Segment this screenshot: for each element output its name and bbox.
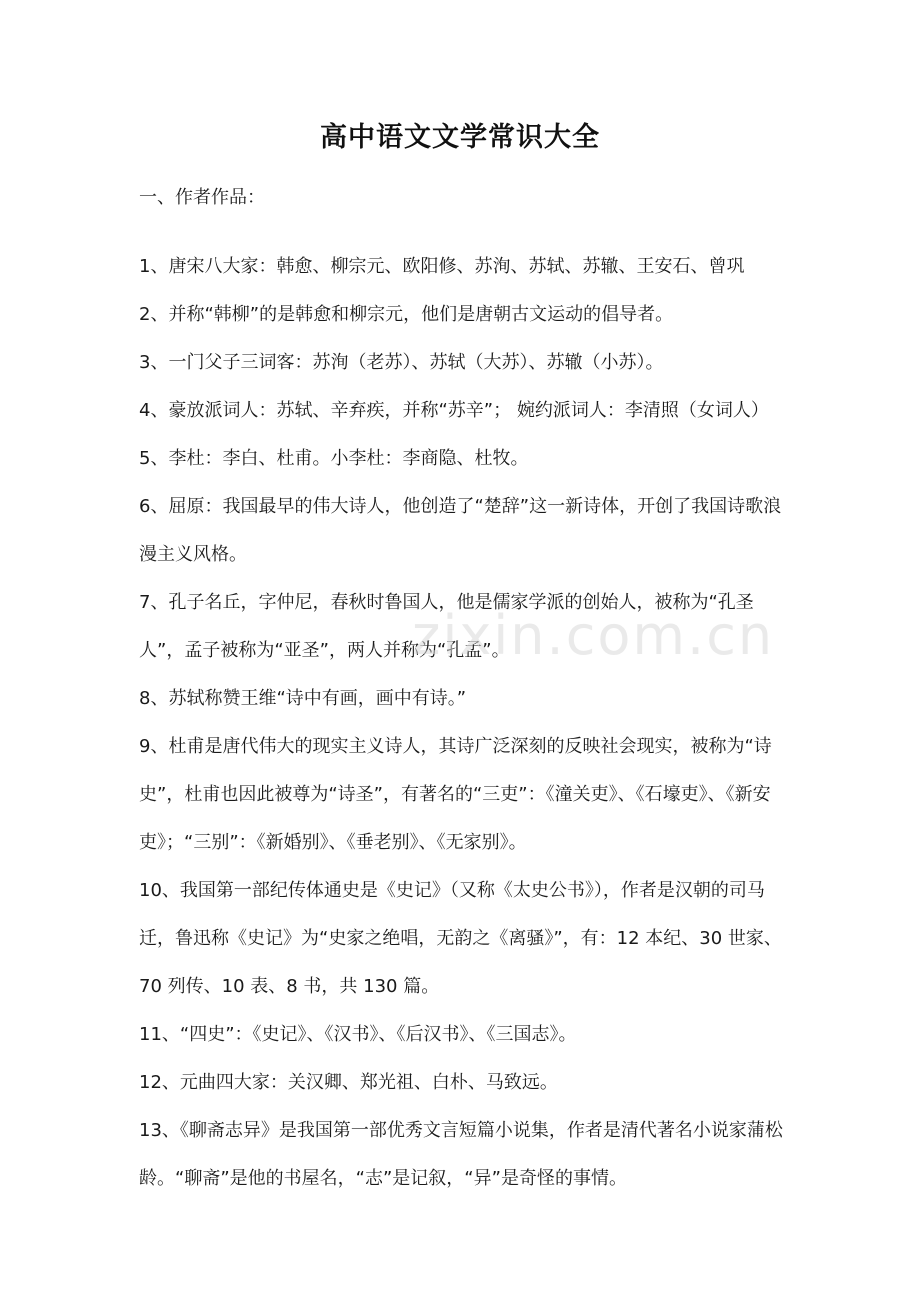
list-item: 8、苏轼称赞王维“诗中有画，画中有诗。” — [139, 688, 467, 709]
section-heading: 一、作者作品： — [139, 187, 265, 208]
list-item: 4、豪放派词人：苏轼、辛弃疾，并称“苏辛”； 婉约派词人：李清照（女词人） — [139, 400, 769, 421]
list-item: 12、元曲四大家：关汉卿、郑光祖、白朴、马致远。 — [139, 1072, 558, 1093]
watermark: zixin.com.cn — [412, 604, 775, 667]
list-item: 11、“四史”：《史记》、《汉书》、《后汉书》、《三国志》。 — [139, 1024, 577, 1045]
list-item: 5、李杜：李白、杜甫。小李杜：李商隐、杜牧。 — [139, 448, 529, 469]
list-item: 3、一门父子三词客：苏洵（老苏）、苏轼（大苏）、苏辙（小苏）。 — [139, 352, 664, 373]
list-item: 6、屈原：我国最早的伟大诗人，他创造了“楚辞”这一新诗体，开创了我国诗歌浪漫主义风格。 — [139, 496, 782, 565]
list-item: 10、我国第一部纪传体通史是《史记》（又称《太史公书》），作者是汉朝的司马迁，鲁迅称《史记》为“史家之绝唱，无韵之《离骚》”，有：12 本纪、30 世家、70 列传、10 表、8 书，共 130 篇。 — [139, 880, 782, 997]
list-item: 2、并称“韩柳”的是韩愈和柳宗元，他们是唐朝古文运动的倡导者。 — [139, 304, 674, 325]
list-item: 13、《聊斋志异》是我国第一部优秀文言短篇小说集，作者是清代著名小说家蒲松龄。“聊斋”是他的书屋名，“志”是记叙，“异”是奇怪的事情。 — [139, 1120, 783, 1189]
document-body — [139, 243, 789, 1203]
list-item: 9、杜甫是唐代伟大的现实主义诗人，其诗广泛深刻的反映社会现实，被称为“诗史”，杜甫也因此被尊为“诗圣”，有著名的“三吏”：《潼关吏》、《石壕吏》、《新安吏》；“三别”：《新婚别》、《垂老别》、《无家别》。 — [139, 736, 772, 853]
list-item: 7、孔子名丘，字仲尼，春秋时鲁国人，他是儒家学派的创始人，被称为“孔圣人”，孟子被称为“亚圣”，两人并称为“孔孟”。 — [139, 592, 754, 661]
page-title: 高中语文文学常识大全 — [320, 122, 600, 153]
list-item: 1、唐宋八大家：韩愈、柳宗元、欧阳修、苏洵、苏轼、苏辙、王安石、曾巩 — [139, 256, 745, 277]
